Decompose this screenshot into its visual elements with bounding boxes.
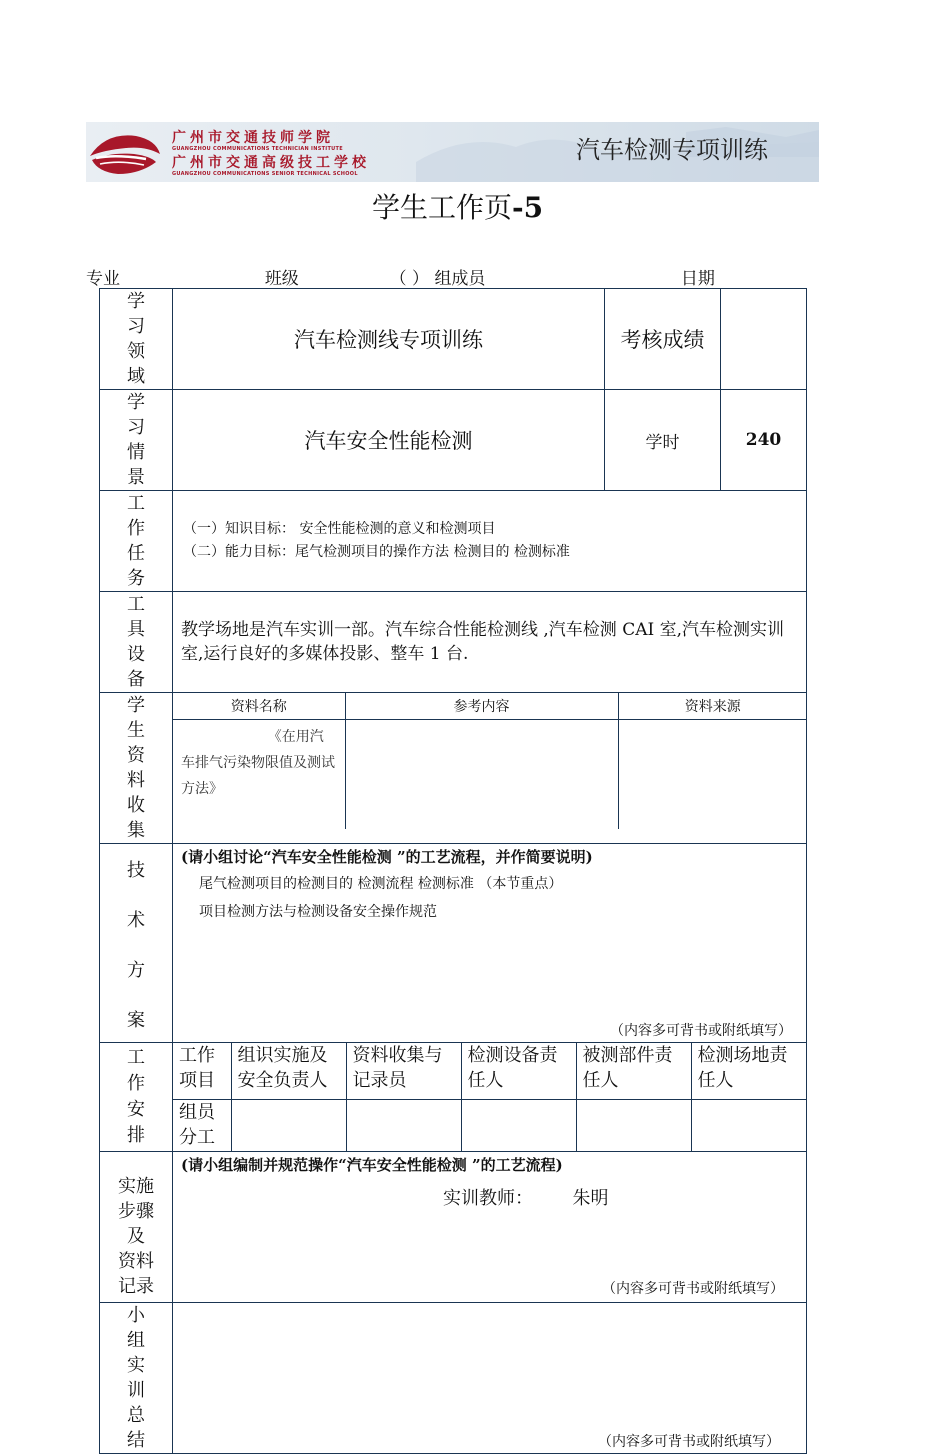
domain-row [100, 289, 807, 390]
collect-row [100, 693, 807, 844]
work-row [100, 1043, 807, 1152]
collect-label: 学 生 资 料 收 集 [100, 693, 173, 844]
teacher-name: 朱明 [572, 1188, 609, 1209]
summary-note: （内容多可背书或附纸填写） [598, 1434, 780, 1450]
work-member-equipment[interactable] [461, 1099, 576, 1151]
steps-instruction: (请小组编制并规范操作“汽车安全性能检测 ”的工艺流程) [181, 1156, 563, 1174]
tech-note: （内容多可背书或附纸填写） [610, 1023, 792, 1039]
teacher-label: 实训教师： [443, 1188, 533, 1209]
steps-note: （内容多可背书或附纸填写） [602, 1281, 784, 1297]
header-banner [86, 122, 819, 182]
work-member-safety[interactable] [231, 1099, 346, 1151]
school-name-1-en: GUANGZHOU COMMUNICATIONS TECHNICIAN INSTITUTE [172, 146, 343, 152]
tools-value: 教学场地是汽车实训一部。汽车综合性能检测线 ,汽车检测 CAI 室,汽车检测实训室,运行良好的多媒体投影、整车 1 台. [173, 592, 807, 693]
steps-label-5: 记录 [118, 1275, 154, 1297]
collect-cell [173, 693, 807, 844]
work-label-3: 安 [127, 1099, 145, 1120]
steps-label-1: 实施 [118, 1175, 154, 1197]
grade-value[interactable] [721, 289, 807, 390]
tech-row [100, 844, 807, 1043]
task-line-2: （二）能力目标：尾气检测项目的操作方法 检测目的 检测标准 [183, 544, 570, 560]
work-table [173, 1043, 807, 1151]
steps-label-4: 资料 [118, 1250, 154, 1272]
steps-label [100, 1152, 173, 1303]
work-header-safety: 组识实施及安全负责人 [231, 1043, 346, 1099]
info-line [86, 264, 801, 289]
work-member-recorder[interactable] [346, 1099, 461, 1151]
collect-table [173, 693, 807, 829]
collect-header-content: 参考内容 [345, 693, 618, 719]
collect-item-source[interactable] [618, 719, 807, 829]
summary-row [100, 1303, 807, 1454]
scenario-value: 汽车安全性能检测 [173, 390, 605, 491]
tech-line-3: 项目检测方法与检测设备安全操作规范 [199, 904, 437, 920]
tech-label-4: 案 [127, 1010, 145, 1031]
tech-label [100, 844, 173, 1043]
tech-label-3: 方 [127, 960, 145, 981]
school-names [172, 130, 370, 180]
collect-item-name: 《在用汽车排气污染物限值及测试方法》 [173, 719, 345, 829]
tech-label-1: 技 [127, 860, 145, 881]
class-label: 班级 [264, 269, 299, 289]
teacher-line [443, 1184, 608, 1210]
steps-label-2: 步骤 [118, 1200, 154, 1222]
work-cell [173, 1043, 807, 1152]
steps-label-3: 及 [127, 1225, 145, 1247]
domain-label: 学 习 领 域 [100, 289, 173, 390]
worksheet-table [99, 288, 807, 1454]
steps-row [100, 1152, 807, 1303]
work-member-parts[interactable] [576, 1099, 691, 1151]
work-header-equipment: 检测设备责任人 [461, 1043, 576, 1099]
work-header-project: 工作项目 [173, 1043, 231, 1099]
date-label: 日期 [680, 269, 715, 289]
work-label [100, 1043, 173, 1152]
course-title: 汽车检测专项训练 [576, 136, 768, 164]
domain-value: 汽车检测线专项训练 [173, 289, 605, 390]
task-line-1: （一）知识目标： 安全性能检测的意义和检测项目 [183, 521, 496, 537]
school-logo [86, 126, 162, 178]
scenario-row [100, 390, 807, 491]
work-header-site: 检测场地责任人 [691, 1043, 807, 1099]
major-label: 专业 [86, 269, 120, 289]
work-member-site[interactable] [691, 1099, 807, 1151]
school-name-2-en: GUANGZHOU COMMUNICATIONS SENIOR TECHNICAL SCHOOL [172, 171, 358, 177]
tech-label-2: 术 [127, 910, 145, 931]
work-header-recorder: 资料收集与记录员 [346, 1043, 461, 1099]
work-label-2: 作 [127, 1073, 145, 1094]
summary-content[interactable] [173, 1303, 807, 1454]
page-title-number: -5 [511, 191, 544, 224]
page-title-text: 学生工作页 [371, 191, 512, 224]
steps-content[interactable] [173, 1152, 807, 1303]
hours-value: 240 [721, 390, 807, 491]
tech-content[interactable] [173, 844, 807, 1043]
tech-line-2: 尾气检测项目的检测目的 检测流程 检测标准 （本节重点） [199, 876, 563, 892]
hours-label: 学时 [605, 390, 721, 491]
members-label: 组成员 [434, 269, 486, 289]
work-label-4: 排 [127, 1125, 145, 1146]
collect-item-content[interactable] [345, 719, 618, 829]
major-blank[interactable] [120, 270, 240, 289]
work-label-1: 工 [127, 1047, 145, 1068]
task-content [173, 491, 807, 592]
work-header-parts: 被测部件责任人 [576, 1043, 691, 1099]
work-member-label: 组员分工 [173, 1099, 231, 1151]
collect-header-source: 资料来源 [618, 693, 807, 719]
task-row [100, 491, 807, 592]
tools-row [100, 592, 807, 693]
page-title [0, 186, 915, 226]
date-blank[interactable] [715, 270, 801, 289]
tech-instruction: (请小组讨论“汽车安全性能检测 ”的工艺流程，并作简要说明) [181, 848, 593, 866]
school-name-1: 广州市交通技师学院 [172, 130, 334, 146]
class-blank[interactable] [299, 270, 367, 289]
task-label: 工 作 任 务 [100, 491, 173, 592]
collect-header-name: 资料名称 [173, 693, 345, 719]
members-blank[interactable] [485, 270, 675, 289]
summary-label: 小 组 实 训 总 结 [100, 1303, 173, 1454]
group-paren: （ ） [389, 269, 430, 289]
grade-label: 考核成绩 [605, 289, 721, 390]
scenario-label: 学 习 情 景 [100, 390, 173, 491]
school-name-2: 广州市交通高级技工学校 [172, 155, 370, 171]
tools-label: 工 具 设 备 [100, 592, 173, 693]
